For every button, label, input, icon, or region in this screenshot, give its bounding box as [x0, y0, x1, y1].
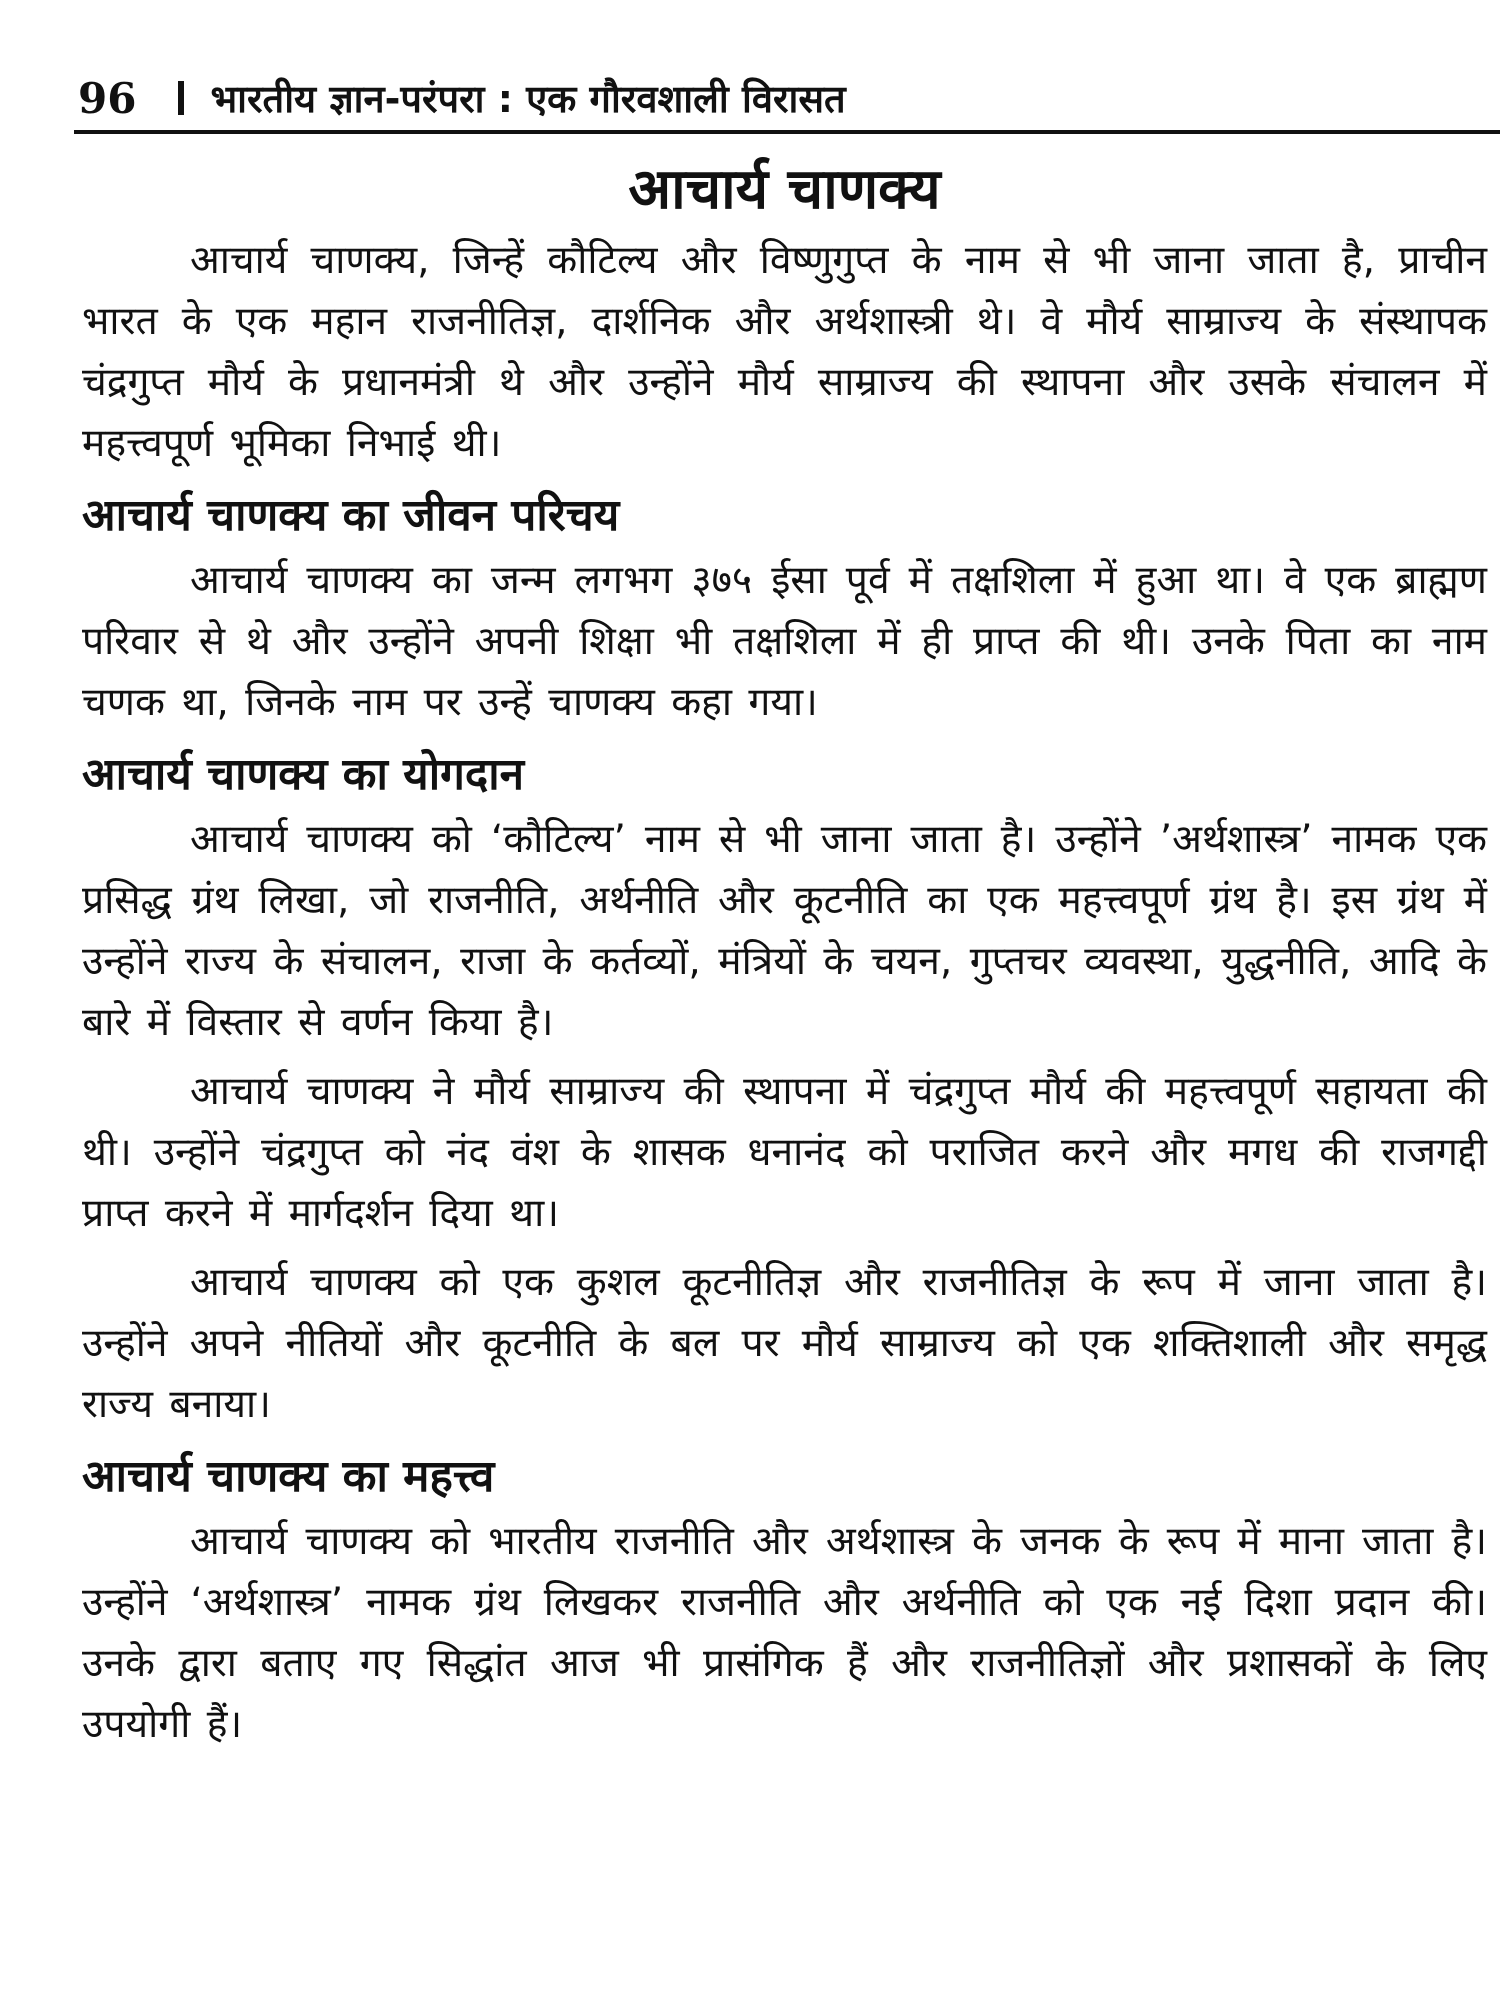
- book-title: भारतीय ज्ञान-परंपरा : एक गौरवशाली विरासत: [210, 77, 846, 121]
- header-separator-bar: [178, 81, 184, 115]
- intro-paragraph: आचार्य चाणक्य, जिन्हें कौटिल्य और विष्णुगुप्त के नाम से भी जाना जाता है, प्राचीन भारत के एक महान राजनीतिज्ञ, दार्शनिक और अर्थशास्त्री थे। वे मौर्य साम्राज्य के संस्थापक चंद्रगुप्त मौर्य के प्रधानमंत्री थे और उन्होंने मौर्य साम्राज्य की स्थापना और उसके संचालन में महत्त्वपूर्ण भूमिका निभाई थी।: [82, 238, 1487, 466]
- contribution-paragraph-1: आचार्य चाणक्य को ‘कौटिल्य’ नाम से भी जाना जाता है। उन्होंने ’अर्थशास्त्र’ नामक एक प्रसिद्ध ग्रंथ लिखा, जो राजनीति, अर्थनीति और कूटनीति का एक महत्त्वपूर्ण ग्रंथ है। इस ग्रंथ में उन्होंने राज्य के संचालन, राजा के कर्तव्यों, मंत्रियों के चयन, गुप्तचर व्यवस्था, युद्धनीति, आदि के बारे में विस्तार से वर्णन किया है।: [82, 817, 1487, 1045]
- page-content: [82, 140, 1487, 1763]
- importance-paragraph: आचार्य चाणक्य को भारतीय राजनीति और अर्थशास्त्र के जनक के रूप में माना जाता है। उन्होंने ‘अर्थशास्त्र’ नामक ग्रंथ लिखकर राजनीति और अर्थनीति को एक नई दिशा प्रदान की। उनके द्वारा बताए गए सिद्धांत आज भी प्रासंगिक हैं और राजनीतिज्ञों और प्रशासकों के लिए उपयोगी हैं।: [82, 1519, 1487, 1747]
- contribution-paragraph-3: आचार्य चाणक्य को एक कुशल कूटनीतिज्ञ और राजनीतिज्ञ के रूप में जाना जाता है। उन्होंने अपने नीतियों और कूटनीति के बल पर मौर्य साम्राज्य को एक शक्तिशाली और समृद्ध राज्य बनाया।: [82, 1260, 1487, 1427]
- page-number: 96: [78, 73, 137, 123]
- section-heading-biography: आचार्य चाणक्य का जीवन परिचय: [82, 490, 620, 541]
- header-rule: [74, 130, 1500, 134]
- contribution-paragraph-2: आचार्य चाणक्य ने मौर्य साम्राज्य की स्थापना में चंद्रगुप्त मौर्य की महत्त्वपूर्ण सहायता की थी। उन्होंने चंद्रगुप्त को नंद वंश के शासक धनानंद को पराजित करने और मगध की राजगद्दी प्राप्त करने में मार्गदर्शन दिया था।: [82, 1069, 1487, 1236]
- chapter-title: आचार्य चाणक्य: [628, 157, 941, 222]
- section-heading-importance: आचार्य चाणक्य का महत्त्व: [82, 1451, 495, 1502]
- section-heading-contribution: आचार्य चाणक्य का योगदान: [82, 749, 525, 800]
- biography-paragraph: आचार्य चाणक्य का जन्म लगभग ३७५ ईसा पूर्व में तक्षशिला में हुआ था। वे एक ब्राह्मण परिवार से थे और उन्होंने अपनी शिक्षा भी तक्षशिला में ही प्राप्त की थी। उनके पिता का नाम चणक था, जिनके नाम पर उन्हें चाणक्य कहा गया।: [82, 558, 1487, 725]
- running-header: [78, 68, 1500, 128]
